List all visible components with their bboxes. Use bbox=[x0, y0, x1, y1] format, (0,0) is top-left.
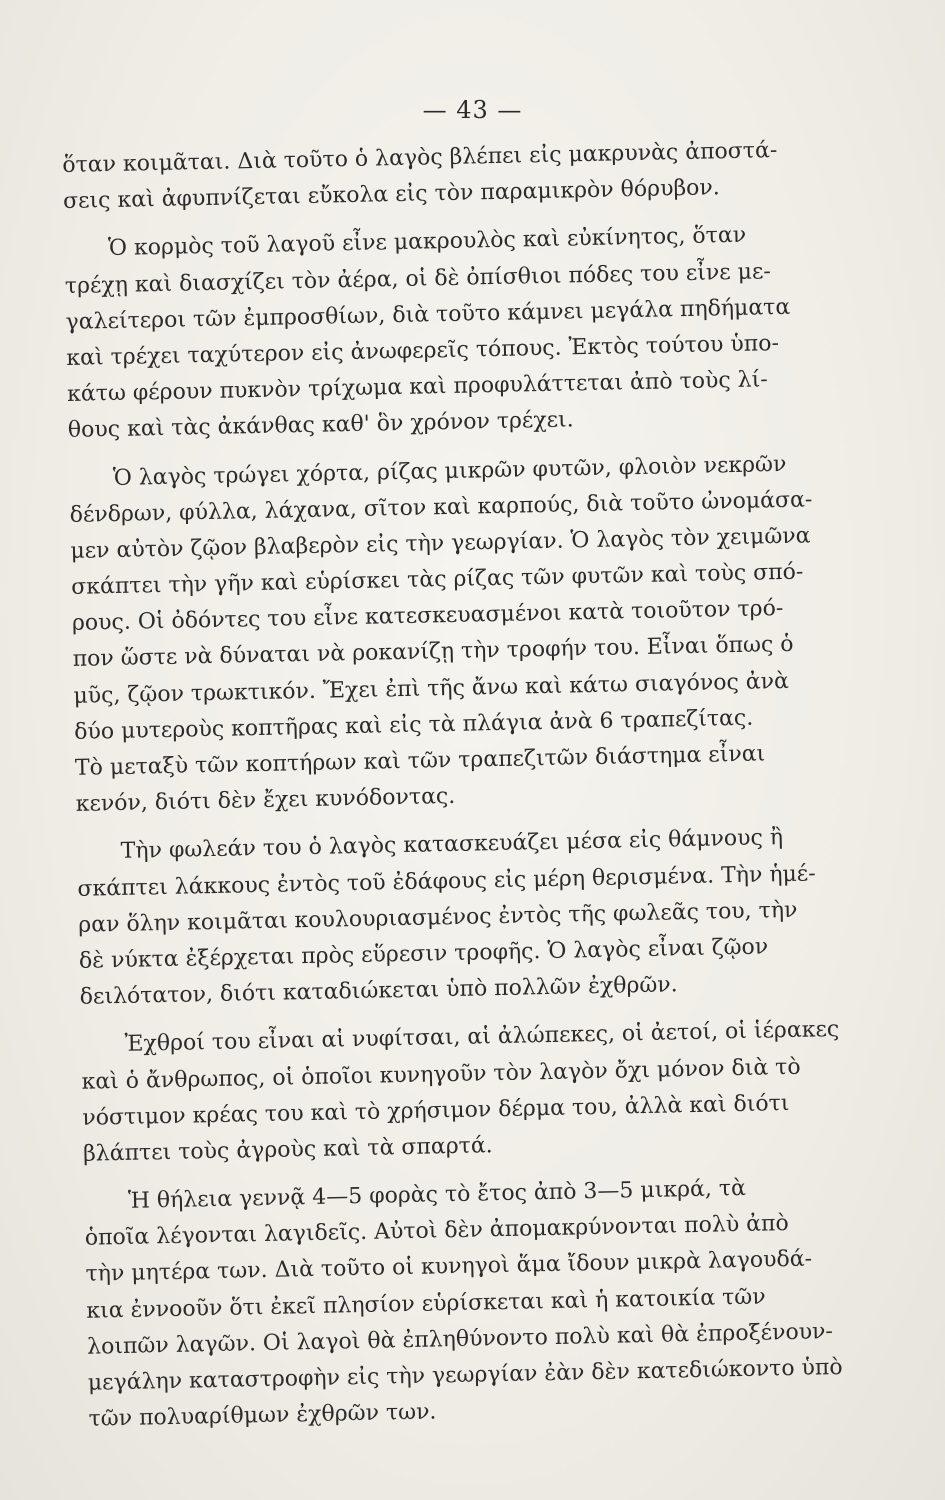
page-number: — 43 — bbox=[422, 96, 523, 124]
text-line: ὅταν κοιμᾶται. Διὰ τοῦτο ὁ λαγὸς βλέπει εἰς μακρυνὰς ἀποστά- bbox=[62, 138, 778, 178]
text-line: Ὁ κορμὸς τοῦ λαγοῦ εἶνε μακρουλὸς καὶ εὐκίνητος, ὅταν bbox=[107, 223, 747, 262]
text-line: κενόν, διότι δὲν ἔχει κυνόδοντας. bbox=[75, 784, 456, 818]
text-line: κάτω φέρουν πυκνὸν τρίχωμα καὶ προφυλάττεται ἀπὸ τοὺς λί- bbox=[66, 367, 768, 408]
text-line: βλάπτει τοὺς ἀγροὺς καὶ τὰ σπαρτά. bbox=[82, 1133, 493, 1167]
text-line: καὶ ὁ ἄνθρωπος, οἱ ὁποῖοι κυνηγοῦν τὸν λαγὸν ὄχι μόνον διὰ τὸ bbox=[81, 1054, 801, 1095]
text-line: μεν αὐτὸν ζῷον βλαβερὸν εἰς τὴν γεωργίαν. Ὁ λαγὸς τὸν χειμῶνα bbox=[70, 523, 811, 564]
text-line: καὶ τρέχει ταχύτερον εἰς ἀνωφερεῖς τόπους. Ἐκτὸς τούτου ὑπο- bbox=[66, 330, 780, 371]
text-line: σεις καὶ ἀφυπνίζεται εὔκολα εἰς τὸν παραμικρὸν θόρυβον. bbox=[62, 175, 721, 215]
body-text bbox=[62, 132, 849, 1438]
text-line: μῦς, ζῷον τρωκτικόν. Ἔχει ἐπὶ τῆς ἄνω καὶ κάτω σιαγόνος ἀνὰ bbox=[73, 668, 790, 709]
text-line: Ἐχθροί του εἶναι αἱ νυφίτσαι, αἱ ἀλώπεκες, οἱ ἀετοί, οἱ ἱέρακες bbox=[124, 1017, 840, 1058]
text-line: ραν ὅλην κοιμᾶται κουλουριασμένος ἐντὸς τῆς φωλεᾶς του, τὴν bbox=[78, 897, 798, 938]
text-line: Ὁ λαγὸς τρώγει χόρτα, ρίζας μικρῶν φυτῶν, φλοιὸν νεκρῶν bbox=[112, 451, 787, 491]
text-line: σκάπτει λάκκους ἐντὸς τοῦ ἐδάφους εἰς μέρη θερισμένα. Τὴν ἡμέ- bbox=[77, 860, 816, 902]
text-line: τὴν μητέρα των. Διὰ τοῦτο οἱ κυνηγοὶ ἅμα ἴδουν μικρὰ λαγουδά- bbox=[85, 1246, 813, 1288]
text-line: θους καὶ τὰς ἀκάνθας καθ' ὃν χρόνον τρέχει. bbox=[67, 407, 574, 444]
text-line: μεγάλην καταστροφὴν εἰς τὴν γεωργίαν ἐὰν δὲν κατεδιώκοντο ὑπὸ bbox=[87, 1354, 843, 1396]
text-line: νόστιμον κρέας του καὶ τὸ χρήσιμον δέρμα του, ἀλλὰ καὶ διότι bbox=[82, 1090, 790, 1131]
text-line: σκάπτει τὴν γῆν καὶ εὑρίσκει τὰς ρίζας τῶν φυτῶν καὶ τοὺς σπό- bbox=[70, 559, 804, 600]
text-line: Ἡ θήλεια γεννᾷ 4—5 φορὰς τὸ ἔτος ἀπὸ 3—5 μικρά, τὰ bbox=[127, 1175, 747, 1214]
text-line: πον ὥστε νὰ δύναται νὰ ροκανίζῃ τὴν τροφήν του. Εἶναι ὅπως ὁ bbox=[72, 632, 794, 673]
text-line: τῶν πολυαρίθμων ἐχθρῶν των. bbox=[88, 1399, 437, 1432]
text-line: Τὸ μεταξὺ τῶν κοπτήρων καὶ τῶν τραπεζιτῶν διάστημα εἶναι bbox=[74, 741, 766, 781]
text-line: κια ἐννοοῦν ὅτι ἐκεῖ πλησίον εὑρίσκεται καὶ ἡ κατοικία τῶν bbox=[86, 1284, 766, 1324]
text-line: γαλείτεροι τῶν ἐμπροσθίων, διὰ τοῦτο κάμνει μεγάλα πηδήματα bbox=[65, 294, 791, 335]
text-line: ὁποῖα λέγονται λαγιδεῖς. Αὐτοὶ δὲν ἀπομακρύνονται πολὺ ἀπὸ bbox=[84, 1211, 789, 1252]
text-line: ρους. Οἱ ὀδόντες του εἶνε κατεσκευασμένοι κατὰ τοιοῦτον τρό- bbox=[71, 596, 784, 637]
text-line: λοιπῶν λαγῶν. Οἱ λαγοὶ θὰ ἐπληθύνοντο πολὺ καὶ θὰ ἐπροξένουν- bbox=[86, 1318, 834, 1360]
text-line: δένδρων, φύλλα, λάχανα, σῖτον καὶ καρπούς, διὰ τοῦτο ὠνομάσα- bbox=[69, 487, 813, 528]
text-line: δύο μυτεροὺς κοπτῆρας καὶ εἰς τὰ πλάγια ἀνὰ 6 τραπεζίτας. bbox=[73, 705, 754, 745]
text-line: δειλότατον, διότι καταδιώκεται ὑπὸ πολλῶν ἐχθρῶν. bbox=[79, 972, 678, 1010]
text-line: τρέχῃ καὶ διασχίζει τὸν ἀέρα, οἱ δὲ ὀπίσθιοι πόδες του εἶνε με- bbox=[64, 258, 772, 299]
text-line: δὲ νύκτα ἐξέρχεται πρὸς εὕρεσιν τροφῆς. Ὁ λαγὸς εἶναι ζῷον bbox=[78, 934, 769, 974]
text-line: Τὴν φωλεάν του ὁ λαγὸς κατασκευάζει μέσα εἰς θάμνους ἢ bbox=[120, 825, 784, 865]
